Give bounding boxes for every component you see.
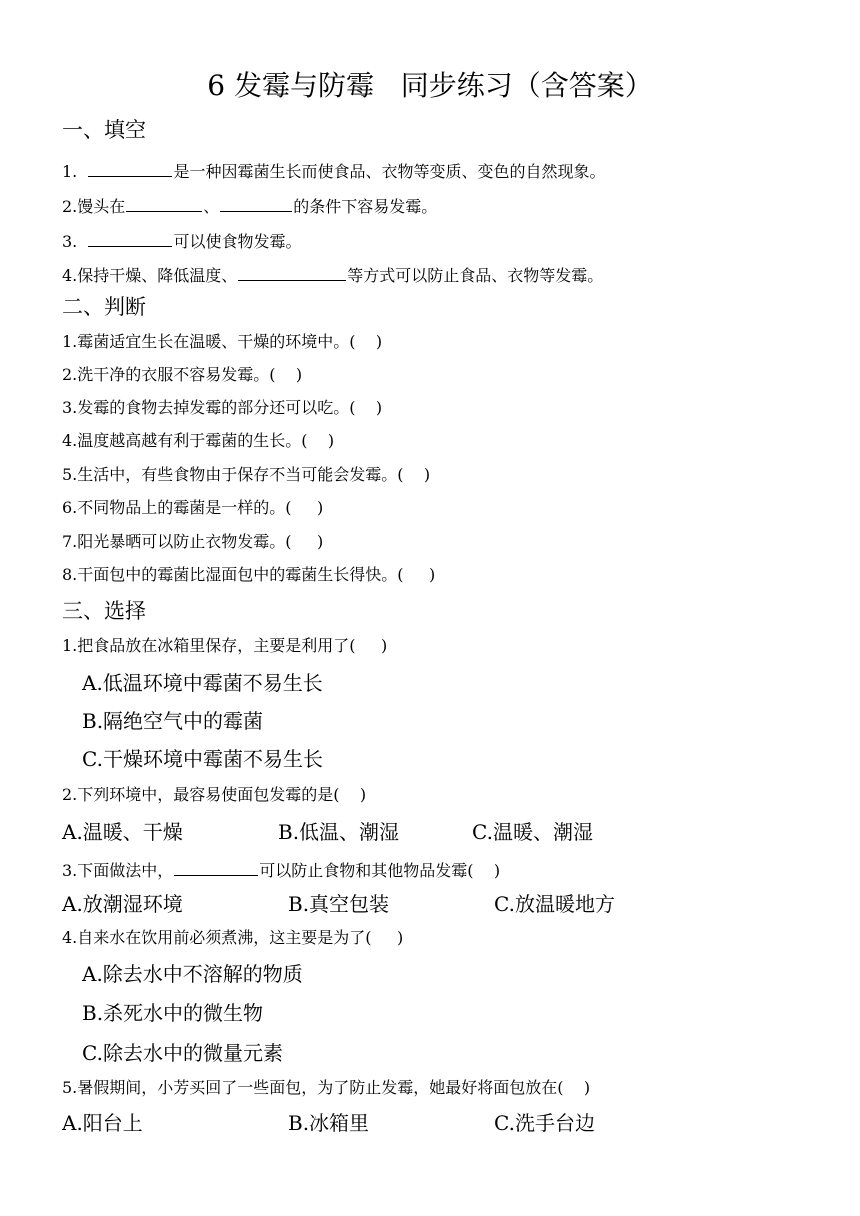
choice-question-3 bbox=[62, 860, 500, 879]
choice-option[interactable]: A.阳台上 bbox=[62, 1111, 143, 1135]
section-heading-judge: 二、判断 bbox=[62, 295, 146, 319]
section-heading-fill: 一、填空 bbox=[62, 118, 146, 142]
fill-q2-separator: 、 bbox=[203, 197, 220, 216]
fill-q3-text: 可以使食物发霉。 bbox=[173, 232, 302, 251]
choice-option[interactable]: C.温暖、潮湿 bbox=[472, 820, 593, 844]
answer-blank[interactable] bbox=[88, 161, 172, 177]
fill-q1-prefix: 1. bbox=[62, 162, 88, 181]
fill-q2-text: 的条件下容易发霉。 bbox=[293, 197, 438, 216]
fill-question-4 bbox=[62, 265, 603, 284]
fill-q1-text: 是一种因霉菌生长而使食品、衣物等变质、变色的自然现象。 bbox=[173, 162, 606, 181]
choice-option[interactable]: B.隔绝空气中的霉菌 bbox=[82, 709, 264, 733]
choice-option[interactable]: A.放潮湿环境 bbox=[62, 892, 183, 916]
choice-option[interactable]: C.除去水中的微量元素 bbox=[82, 1041, 283, 1065]
answer-blank[interactable] bbox=[238, 265, 346, 281]
fill-q4-text: 等方式可以防止食品、衣物等发霉。 bbox=[347, 266, 604, 285]
section-heading-choice: 三、选择 bbox=[62, 599, 146, 623]
choice-option[interactable]: A.低温环境中霉菌不易生长 bbox=[82, 671, 323, 695]
answer-blank[interactable] bbox=[88, 231, 172, 247]
choice-option[interactable]: B.真空包装 bbox=[288, 892, 390, 916]
judge-question: 6.不同物品上的霉菌是一样的。( ) bbox=[62, 498, 324, 517]
fill-q4-prefix: 4.保持干燥、降低温度、 bbox=[62, 266, 238, 285]
choice-q3-text: 可以防止食物和其他物品发霉( ) bbox=[259, 861, 501, 880]
choice-option[interactable]: A.除去水中不溶解的物质 bbox=[82, 962, 303, 986]
choice-option[interactable]: C.洗手台边 bbox=[494, 1111, 595, 1135]
choice-option[interactable]: B.低温、潮湿 bbox=[278, 820, 400, 844]
choice-question-2: 2.下列环境中，最容易使面包发霉的是( ) bbox=[62, 785, 367, 804]
judge-question: 3.发霉的食物去掉发霉的部分还可以吃。( ) bbox=[62, 398, 383, 417]
judge-question: 7.阳光暴晒可以防止衣物发霉。( ) bbox=[62, 532, 324, 551]
fill-q2-prefix: 2.馒头在 bbox=[62, 197, 126, 216]
choice-option[interactable]: C.放温暖地方 bbox=[494, 892, 615, 916]
answer-blank[interactable] bbox=[174, 860, 258, 876]
fill-q3-prefix: 3. bbox=[62, 232, 88, 251]
choice-option[interactable]: A.温暖、干燥 bbox=[62, 820, 183, 844]
fill-question-2 bbox=[62, 196, 437, 215]
judge-question: 1.霉菌适宜生长在温暖、干燥的环境中。( ) bbox=[62, 332, 383, 351]
judge-question: 4.温度越高越有利于霉菌的生长。( ) bbox=[62, 431, 335, 450]
judge-question: 2.洗干净的衣服不容易发霉。( ) bbox=[62, 365, 303, 384]
choice-question-4: 4.自来水在饮用前必须煮沸，这主要是为了( ) bbox=[62, 928, 404, 947]
page-title: 6 发霉与防霉 同步练习（含答案） bbox=[207, 69, 653, 102]
choice-option[interactable]: B.杀死水中的微生物 bbox=[82, 1001, 264, 1025]
fill-question-1 bbox=[62, 161, 605, 180]
answer-blank[interactable] bbox=[220, 196, 292, 212]
judge-question: 8.干面包中的霉菌比湿面包中的霉菌生长得快。( ) bbox=[62, 565, 436, 584]
choice-option[interactable]: B.冰箱里 bbox=[288, 1111, 370, 1135]
answer-blank[interactable] bbox=[126, 196, 202, 212]
fill-question-3 bbox=[62, 231, 301, 250]
choice-q3-prefix: 3.下面做法中， bbox=[62, 861, 174, 880]
choice-question-5: 5.暑假期间，小芳买回了一些面包，为了防止发霉，她最好将面包放在( ) bbox=[62, 1078, 591, 1097]
choice-option[interactable]: C.干燥环境中霉菌不易生长 bbox=[82, 747, 323, 771]
judge-question: 5.生活中，有些食物由于保存不当可能会发霉。( ) bbox=[62, 465, 431, 484]
choice-question-1: 1.把食品放在冰箱里保存，主要是利用了( ) bbox=[62, 636, 388, 655]
